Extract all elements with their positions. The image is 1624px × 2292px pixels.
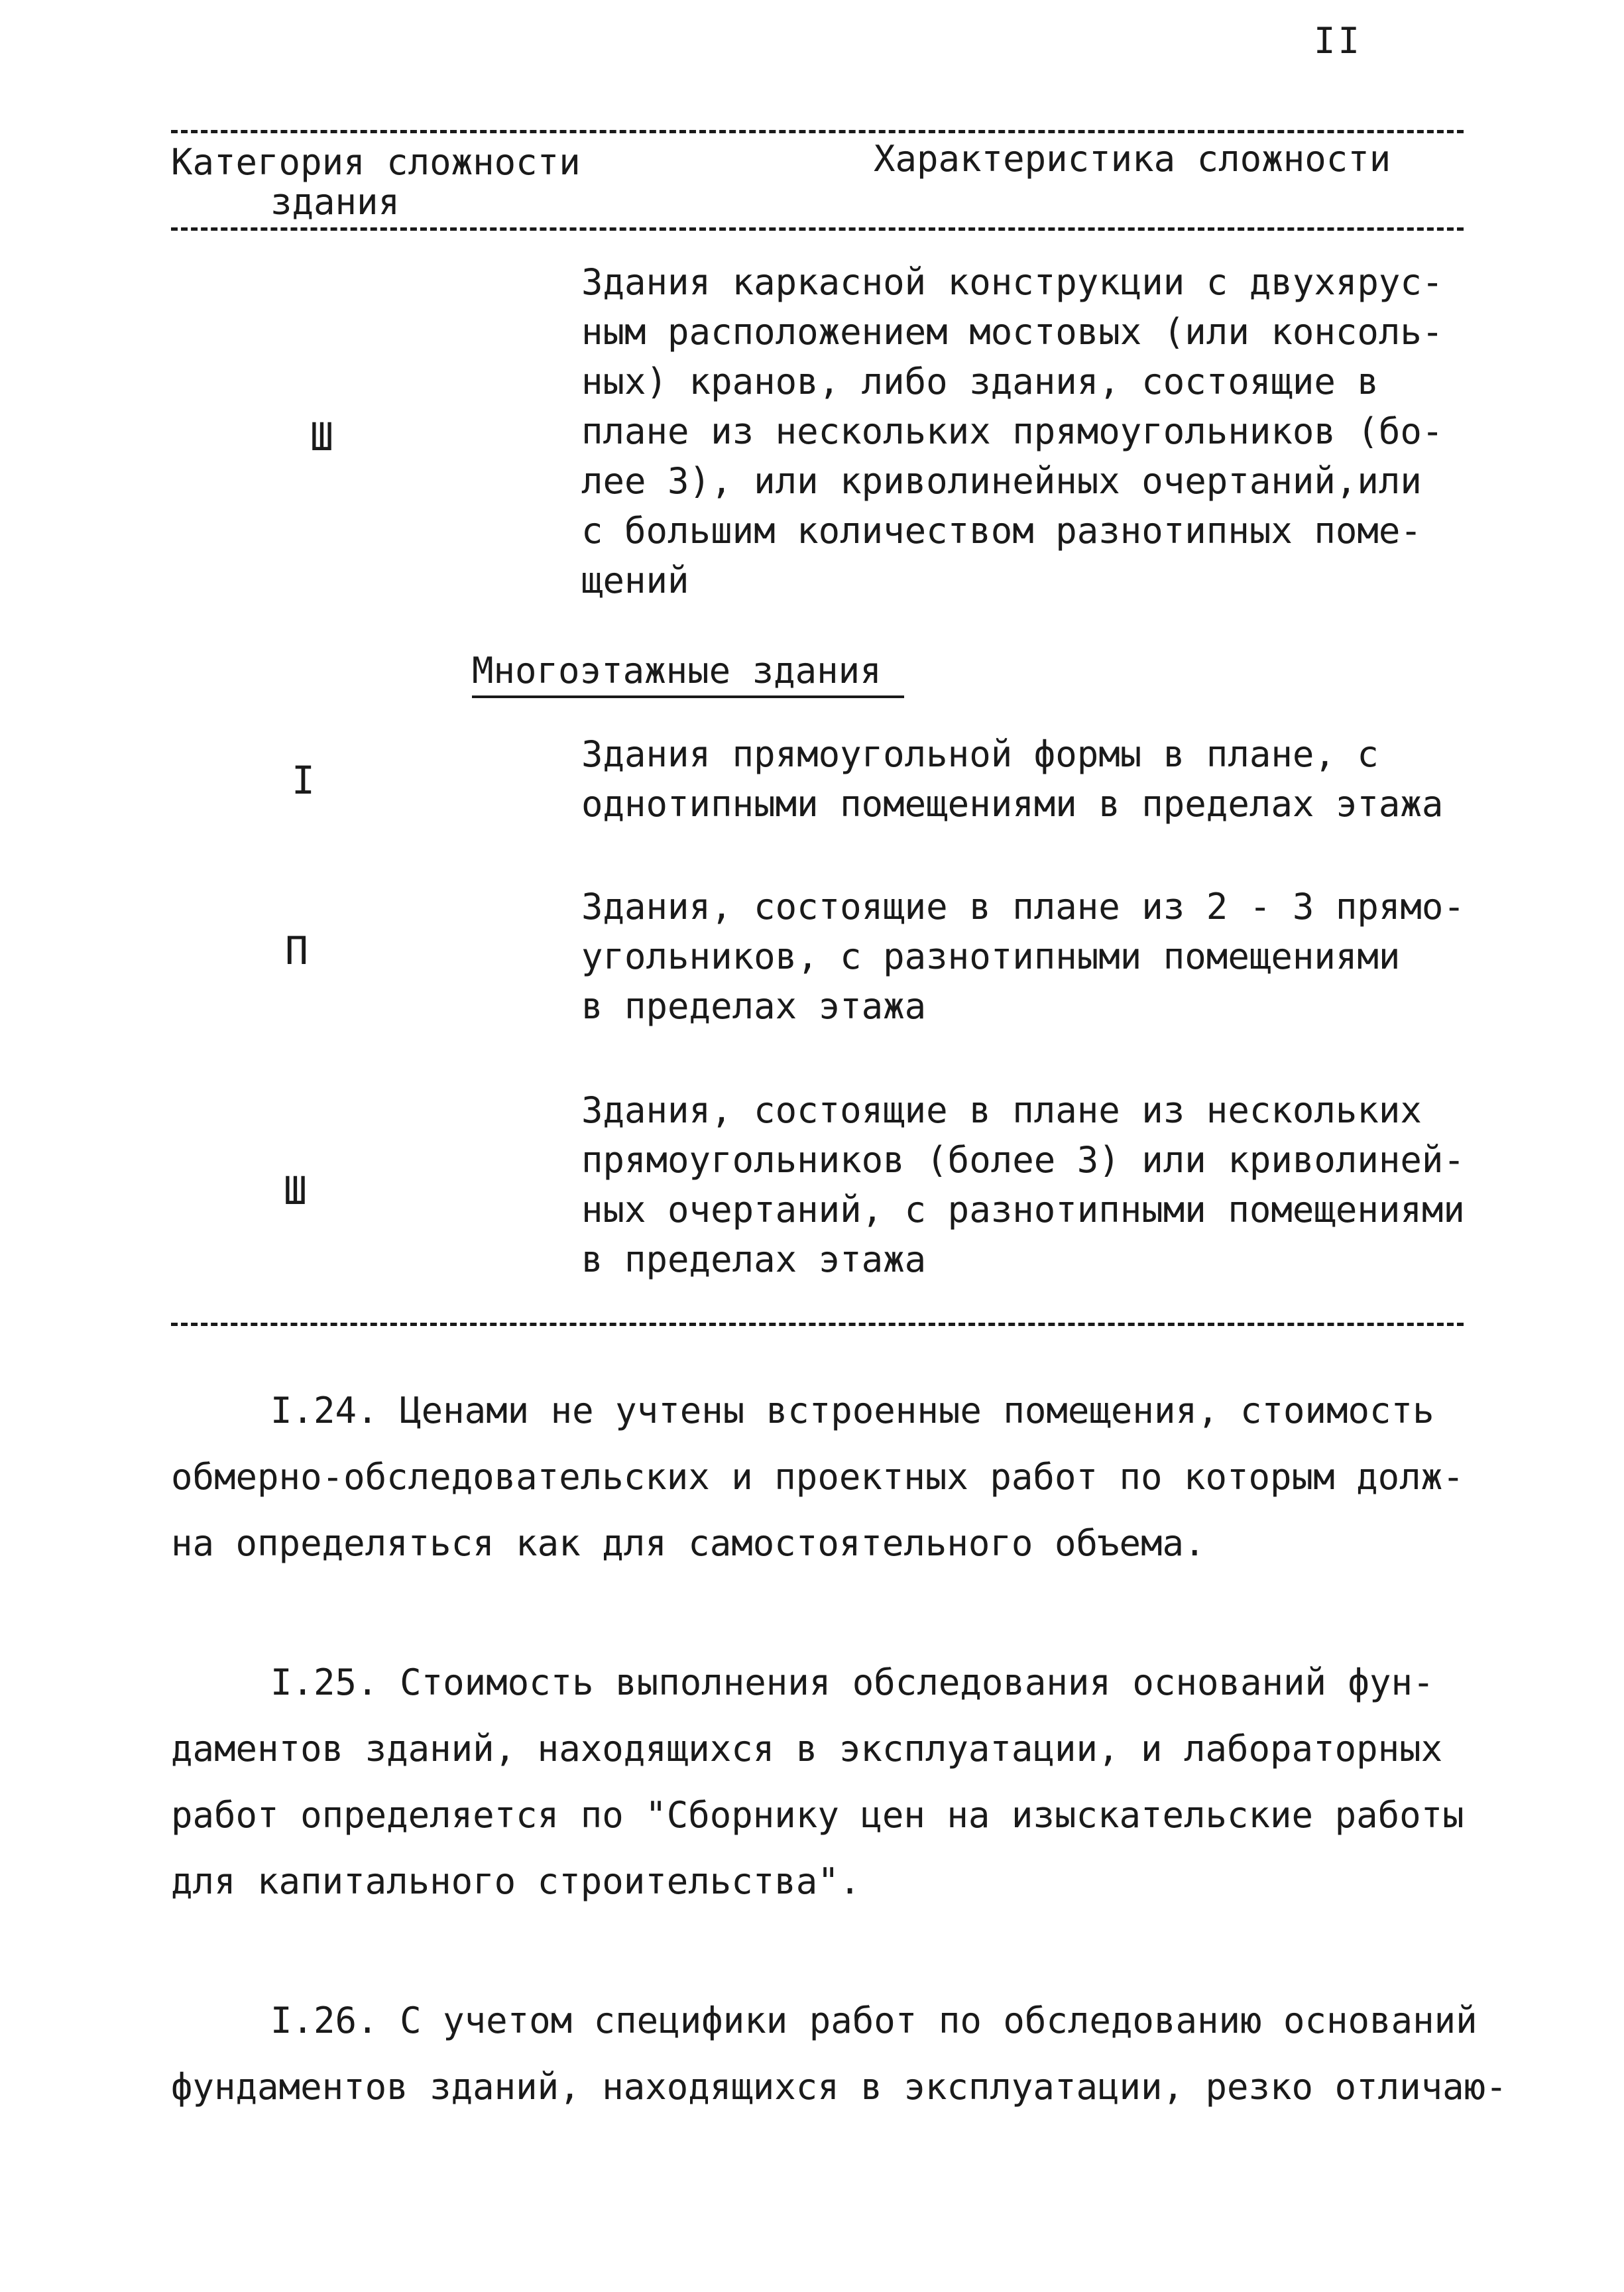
text-line: однотипными помещениями в пределах этажа	[581, 783, 1444, 825]
table-top-rule	[171, 130, 1464, 133]
text-line: прямоугольников (более 3) или криволиней-	[581, 1139, 1465, 1181]
text-line: угольников, с разнотипными помещениями	[581, 935, 1401, 977]
paragraph-1-26	[171, 1988, 1507, 2120]
paragraph-1-24	[171, 1378, 1464, 1577]
header-category-line1: Категория сложности	[171, 141, 581, 183]
text-line: щений	[581, 560, 689, 601]
table-bottom-rule	[171, 1323, 1464, 1326]
text-line: ных) кранов, либо здания, состоящие в	[581, 361, 1379, 402]
text-line: с большим количеством разнотипных поме-	[581, 510, 1422, 552]
row-category: Ш	[284, 1168, 307, 1213]
text-line: работ определяется по "Сборнику цен на изыскательские работы	[171, 1794, 1464, 1836]
paragraph-1-25	[171, 1650, 1464, 1915]
text-line: ных очертаний, с разнотипными помещениями	[581, 1189, 1465, 1231]
row-characteristic	[581, 257, 1443, 605]
text-line: Здания каркасной конструкции с двухярус-	[581, 261, 1444, 303]
table-subheading: Многоэтажные здания	[472, 650, 904, 698]
page-number: II	[1314, 20, 1363, 62]
row-category: Ш	[310, 414, 333, 459]
text-line: Здания прямоугольной формы в плане, с	[581, 733, 1379, 775]
text-line: обмерно-обследовательских и проектных работ по которым долж-	[171, 1456, 1464, 1498]
text-line: на определяться как для самостоятельного объема.	[171, 1522, 1206, 1564]
text-line: I.26. С учетом специфики работ по обследованию оснований	[270, 2000, 1478, 2041]
row-category: П	[285, 928, 308, 973]
text-line: ным расположением мостовых (или консоль-	[581, 311, 1444, 353]
text-line: I.25. Стоимость выполнения обследования оснований фун-	[270, 1661, 1434, 1703]
text-line: лее 3), или криволинейных очертаний,или	[581, 460, 1422, 502]
row-category: I	[292, 758, 315, 803]
row-characteristic	[581, 882, 1465, 1031]
header-category	[171, 143, 581, 222]
text-line: Здания, состоящие в плане из 2 - 3 прямо-	[581, 886, 1465, 928]
text-line: плане из нескольких прямоугольников (бо-	[581, 410, 1444, 452]
row-characteristic	[581, 1085, 1465, 1284]
header-category-line2: здания	[270, 181, 400, 223]
text-line: для капитального строительства".	[171, 1860, 861, 1902]
header-bottom-rule	[171, 227, 1464, 231]
text-line: I.24. Ценами не учтены встроенные помещения, стоимость	[270, 1390, 1434, 1431]
text-line: в пределах этажа	[581, 985, 927, 1027]
text-line: даментов зданий, находящихся в эксплуатации, и лабораторных	[171, 1728, 1443, 1770]
text-line: фундаментов зданий, находящихся в эксплуатации, резко отличаю-	[171, 2066, 1507, 2108]
header-characteristic: Характеристика сложности	[874, 138, 1391, 180]
row-characteristic	[581, 729, 1443, 829]
text-line: Здания, состоящие в плане из нескольких	[581, 1089, 1422, 1131]
text-line: в пределах этажа	[581, 1238, 927, 1280]
